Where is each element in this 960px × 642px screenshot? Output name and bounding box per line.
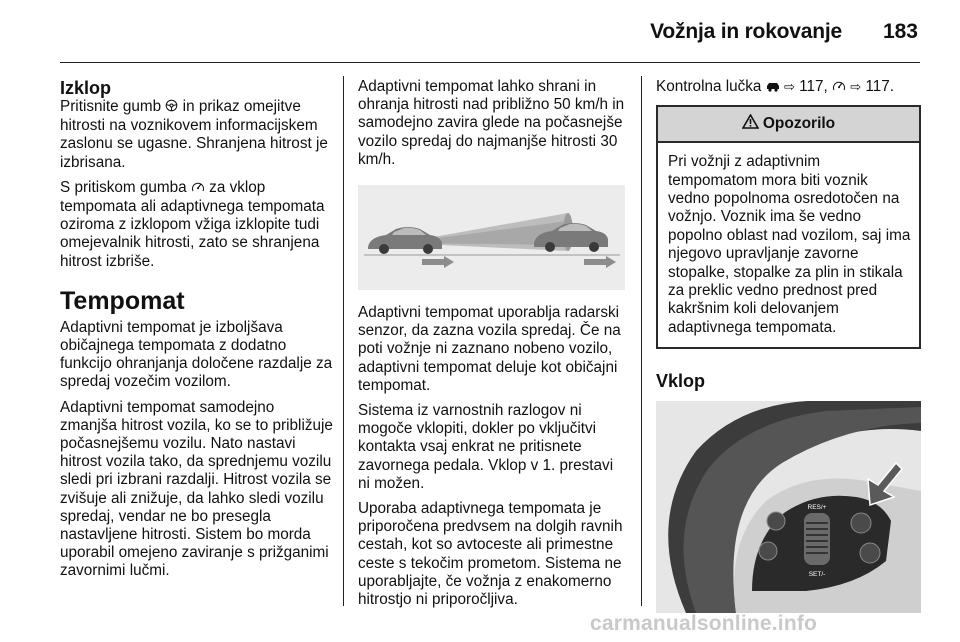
paragraph-tempomat-1: Adaptivni tempomat je izboljšava običajnega tempomata z dodatno funkcijo ohranjanja določene razdalje za spredaj vozečim vozilom. bbox=[60, 318, 333, 391]
steering-wheel-illustration bbox=[656, 401, 921, 613]
heading-izklop: Izklop bbox=[60, 78, 112, 98]
warning-title: Opozorilo bbox=[762, 115, 836, 133]
column-divider-left bbox=[343, 76, 344, 606]
steering-wheel-controls-diagram bbox=[656, 401, 921, 613]
res-label: RES/+ bbox=[807, 504, 827, 512]
acc-radar-illustration bbox=[358, 185, 625, 290]
paragraph-control-lamp: Kontrolna lučka ⇨ 117, ⇨ 117. bbox=[656, 78, 895, 95]
page-reference-link[interactable]: 117 bbox=[865, 78, 890, 95]
set-label: SET/- bbox=[808, 571, 826, 579]
steering-wheel-icon bbox=[165, 100, 178, 115]
warning-header bbox=[658, 107, 919, 143]
watermark: carmanualsonline.info bbox=[590, 612, 818, 635]
paragraph-tempomat-2: Adaptivni tempomat samodejno zmanjša hitrost vozila, ko se to približuje počasnejšemu vozilu. Nato nastavi hitrost vozila tako, da sprednjemu vozilu sledi pri izbrani razdalji. Hitrost vozila se zvišuje ali znižuje, da lahko sledi vozilu spredaj, vendar ne bo presegla nastavljene hitrosti. Sistem bo morda uporabil omejeno zaviranje s prižganimi zavornimi lučmi. bbox=[60, 398, 333, 580]
page-header bbox=[0, 0, 960, 64]
cruise-lamp-icon bbox=[832, 78, 846, 95]
page-number: 183 bbox=[882, 20, 918, 43]
warning-text: Pri vožnji z adaptivnim tempomatom mora biti voznik vedno popolnoma osredotočen na vožnjo. Voznik ima še vedno popolno oblast nad vozilom, saj ima njegovo upravljanje zavorne stopalke, stopalke za plin in stikala za preklic vedno prednost pred kakršnim koli delovanjem adaptivnega tempomata. bbox=[668, 153, 911, 336]
paragraph-izklop-1: Pritisnite gumb in prikaz omejitve hitrosti na voznikovem informacijskem zaslonu se ugasne. Shranjena hitrost je izbrisana. bbox=[60, 98, 328, 171]
paragraph-radar: Adaptivni tempomat uporablja radarski senzor, da zazna vozila spredaj. Če na poti vožnje ni zaznano nobeno vozilo, adaptivni tempomat deluje kot običajni tempomat. bbox=[358, 304, 621, 394]
car-lamp-icon bbox=[766, 78, 780, 95]
paragraph-usage: Uporaba adaptivnega tempomata je priporočena predvsem na dolgih ravnih cestah, kot so avtoceste ali primestne ceste s tekočim prometom. Sistema ne uporabljajte, če vožnja z enakomerno hitrostjo ni priporočljiva. bbox=[358, 500, 623, 609]
section-title: Vožnja in rokovanje bbox=[650, 20, 842, 43]
arrow-left-icon bbox=[422, 256, 454, 268]
warning-body bbox=[658, 143, 919, 347]
own-car-icon bbox=[368, 227, 442, 254]
warning-triangle-icon bbox=[742, 114, 759, 134]
radar-diagram bbox=[358, 185, 625, 290]
warning-box bbox=[656, 105, 921, 349]
header-rule bbox=[60, 62, 920, 63]
column-divider-right bbox=[641, 76, 642, 606]
heading-tempomat: Tempomat bbox=[60, 286, 185, 315]
paragraph-safety: Sistema iz varnostnih razlogov ni mogoče vklopiti, dokler po vključitvi kontakta vsaj enkrat ne pritisnete zavornega pedala. Vklop v 1. prestavi ni možen. bbox=[358, 402, 614, 492]
reference-arrow-icon: ⇨ bbox=[783, 80, 795, 95]
column-1 bbox=[60, 78, 335, 588]
column-3 bbox=[656, 78, 921, 613]
column-2 bbox=[358, 78, 625, 616]
reference-arrow-icon: ⇨ bbox=[850, 80, 862, 95]
paragraph-izklop-2: S pritiskom gumba za vklop tempomata ali adaptivnega tempomata oziroma z izklopom vžiga izklopite tudi omejevalnik hitrosti, zato se shranjena hitrost izbriše. bbox=[60, 178, 325, 270]
heading-vklop: Vklop bbox=[656, 371, 706, 392]
page-reference-link[interactable]: 117 bbox=[799, 78, 824, 95]
cruise-control-icon bbox=[191, 181, 205, 196]
arrow-right-icon bbox=[584, 256, 616, 268]
paragraph-speed-range: Adaptivni tempomat lahko shrani in ohranja hitrosti nad približno 50 km/h in samodejno zavira glede na počasnejše vozilo spredaj do najmanjše hitrosti 30 km/h. bbox=[358, 78, 625, 168]
